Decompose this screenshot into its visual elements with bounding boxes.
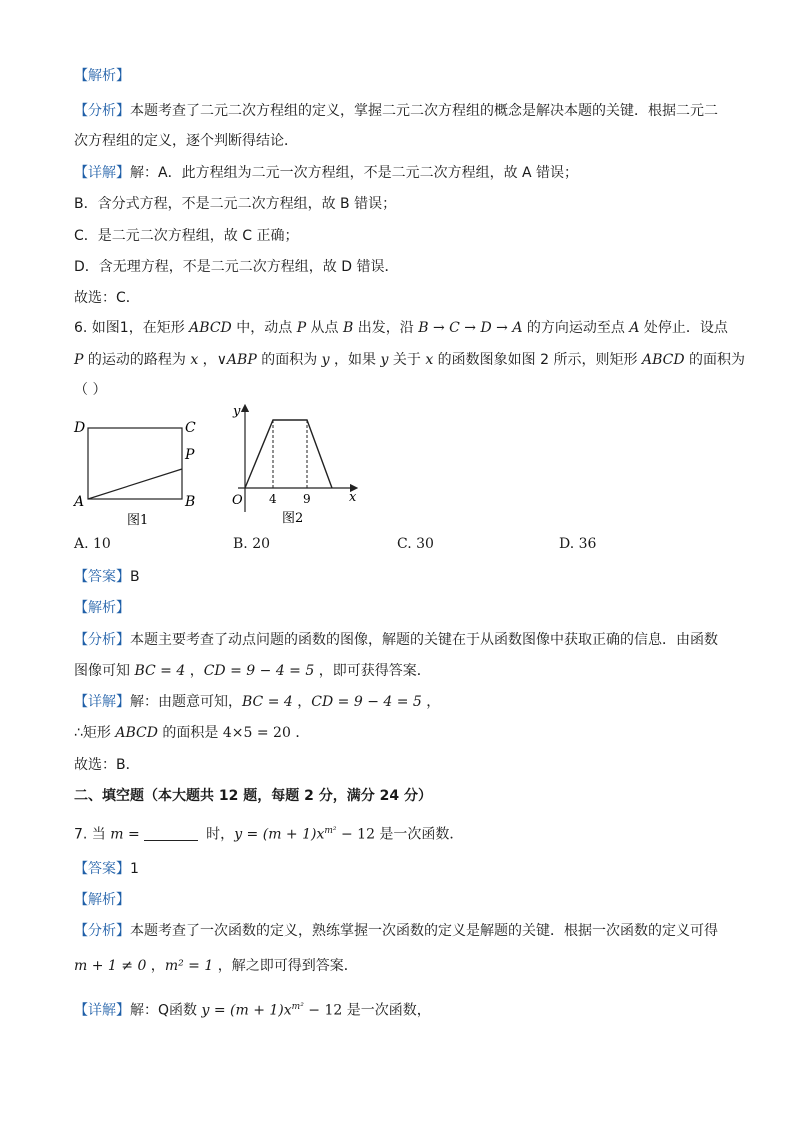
answer-blank: [144, 826, 198, 841]
option-b: B. 20: [233, 536, 271, 552]
q5-choice: 故选：C．: [74, 290, 140, 306]
section-2-heading: 二、填空题（本大题共 12 题，每题 2 分，满分 24 分）: [74, 788, 432, 804]
rectangle-abcd: [88, 428, 182, 499]
function-graph-line: [245, 420, 332, 488]
q5-xiangjie-line: 【详解】解：A．此方程组为二元一次方程组，不是二元二次方程组，故 A 错误；: [74, 165, 579, 181]
q5-line-c: C．是二元二次方程组，故 C 正确；: [74, 228, 299, 244]
vertex-c-label: C: [185, 420, 196, 436]
origin-label: O: [232, 493, 243, 508]
x-axis-label: x: [349, 490, 357, 505]
option-d: D. 36: [559, 536, 597, 552]
vertex-d-label: D: [74, 420, 86, 436]
q7-stem: 7. 当 m = 时，$y = (m + 1)x^{m^2} - 12$ 是一次函数．: [74, 826, 464, 843]
q6-xiangjie-line: 【详解】解：由题意可知，BC = 4 ，CD = 9 − 4 = 5 ，: [74, 694, 441, 710]
q6-answer-line: 【答案】B: [74, 569, 140, 585]
figure-1-rectangle: [66, 414, 206, 530]
q5-fenxi-line-2: 次方程组的定义，逐个判断得结论．: [74, 133, 298, 149]
q6-stem-line-2: P 的运动的路程为 x ，∨ABP 的面积为 y ，如果 y 关于 x 的函数图象如图 2 所示，则矩形 ABCD 的面积为: [74, 352, 746, 368]
figure-2-graph: [226, 400, 366, 530]
vertex-a-label: A: [74, 494, 85, 510]
q6-analysis-heading: 【解析】: [74, 600, 130, 616]
q6-choice: 故选：B．: [74, 757, 140, 773]
figure-1-caption: 图1: [127, 513, 149, 528]
q7-fenxi-line-1: 【分析】本题考查了一次函数的定义，熟练掌握一次函数的定义是解题的关键．根据一次函数的定义可得: [74, 923, 718, 939]
q5-fenxi-line-1: 【分析】本题考查了二元二次方程组的定义，掌握二元二次方程组的概念是解决本题的关键．根据二元二: [74, 103, 718, 119]
q6-answer-paren: （ ）: [74, 382, 107, 398]
vertex-b-label: B: [185, 494, 196, 510]
option-c: C. 30: [397, 536, 434, 552]
q6-therefore-line: ∴矩形 ABCD 的面积是 4×5 = 20 ．: [74, 725, 310, 741]
q7-fenxi-line-2: m + 1 ≠ 0 ，m² = 1 ，解之即可得到答案．: [74, 958, 358, 974]
option-a: A. 10: [74, 536, 111, 552]
point-p-label: P: [185, 447, 195, 463]
segment-ap: [88, 469, 182, 499]
y-axis-label: y: [233, 404, 241, 419]
q7-xiangjie-line: 【详解】解：Q函数 $y = (m + 1)x^{m^2} - 12$ 是一次函数，: [74, 1002, 431, 1019]
q6-fenxi-line-1: 【分析】本题主要考查了动点问题的函数的图像，解题的关键在于从函数图像中获取正确的信息．由函数: [74, 632, 718, 648]
q5-line-d: D．含无理方程，不是二元二次方程组，故 D 错误．: [74, 259, 399, 275]
tick-label-4: 4: [269, 492, 277, 506]
q7-analysis-heading: 【解析】: [74, 892, 130, 908]
q5-analysis-heading: 【解析】: [74, 68, 130, 84]
q7-answer-line: 【答案】1: [74, 861, 139, 877]
q6-stem-line-1: 6. 如图1，在矩形 ABCD 中，动点 P 从点 B 出发，沿 B → C → D → A 的方向运动至点 A 处停止．设点: [74, 320, 728, 336]
tick-label-9: 9: [303, 492, 311, 506]
q6-fenxi-line-2: 图像可知 BC = 4 ，CD = 9 − 4 = 5 ，即可获得答案．: [74, 663, 431, 679]
figure-2-caption: 图2: [282, 511, 304, 526]
q5-line-b: B．含分式方程，不是二元二次方程组，故 B 错误；: [74, 196, 397, 212]
